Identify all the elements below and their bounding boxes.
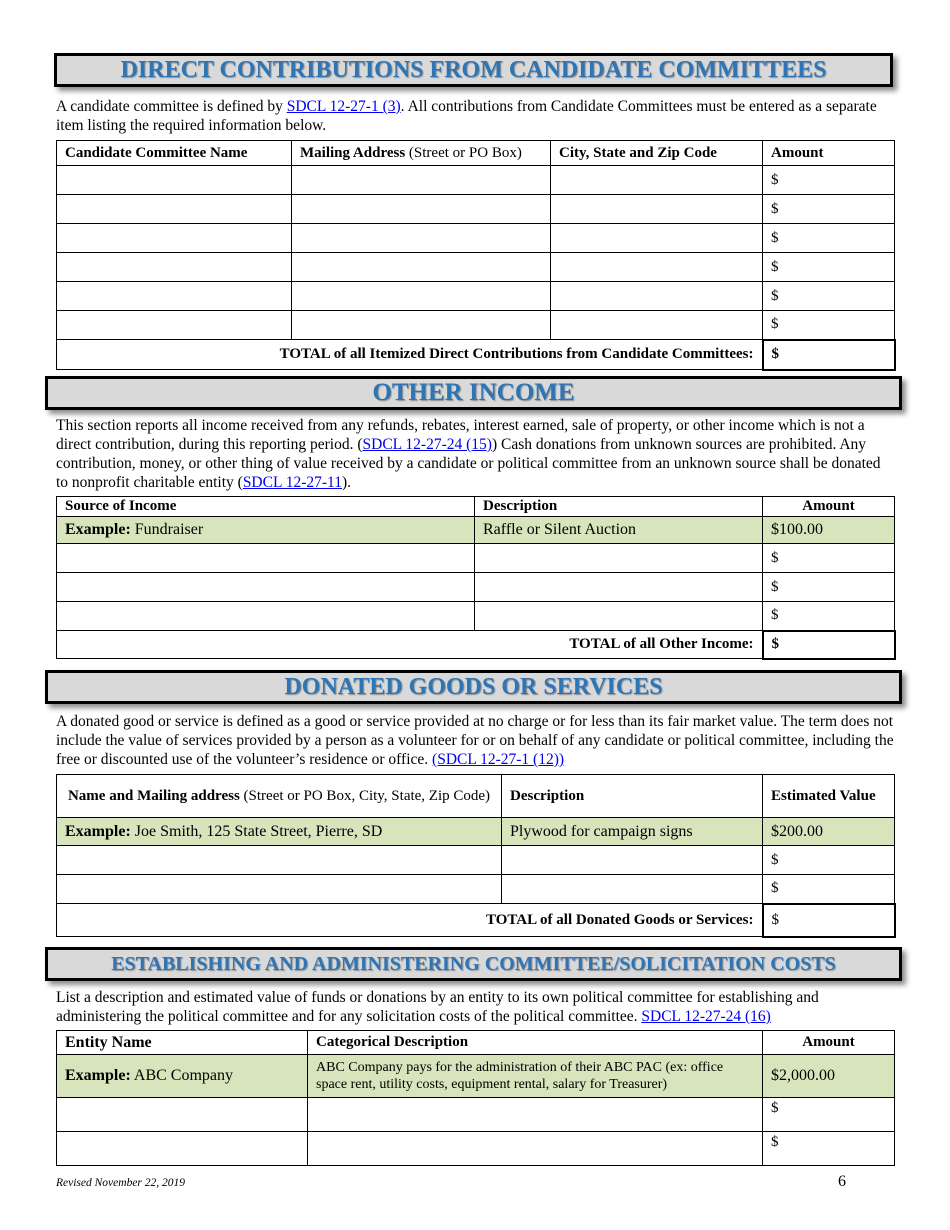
- amount-cell[interactable]: $: [763, 573, 895, 602]
- revised-date: Revised November 22, 2019: [56, 1177, 186, 1189]
- description-cell[interactable]: [475, 544, 763, 573]
- col-source-of-income: Source of Income: [57, 497, 475, 517]
- col-amount: Amount: [763, 497, 895, 517]
- amount-cell[interactable]: $: [763, 166, 895, 195]
- donated-goods-table: [56, 774, 896, 938]
- amount-cell[interactable]: $: [763, 224, 895, 253]
- address-cell[interactable]: [292, 224, 551, 253]
- table-header-row: [57, 775, 895, 818]
- name-cell[interactable]: [57, 253, 292, 282]
- candidate-committee-table: [56, 140, 896, 371]
- city-cell[interactable]: [551, 166, 763, 195]
- example-amount-cell: $100.00: [763, 517, 895, 544]
- establishing-costs-banner: [45, 947, 902, 981]
- total-label: TOTAL of all Itemized Direct Contributions from Candidate Committees:: [57, 340, 763, 370]
- sdcl-12-27-1-3-link[interactable]: SDCL 12-27-1 (3): [286, 98, 401, 115]
- table-header-row: [57, 497, 895, 517]
- city-cell[interactable]: [551, 195, 763, 224]
- entity-cell[interactable]: [57, 1098, 308, 1132]
- example-description-cell: ABC Company pays for the administration of their ABC PAC (ex: office space rent, utility costs, equipment rental, salary for Treasurer): [308, 1055, 763, 1098]
- amount-cell[interactable]: $: [763, 311, 895, 340]
- sdcl-12-27-11-link[interactable]: SDCL 12-27-11: [242, 474, 342, 491]
- address-cell[interactable]: [292, 195, 551, 224]
- table-row: [57, 311, 895, 340]
- page-number: 6: [838, 1173, 846, 1190]
- amount-cell[interactable]: $: [763, 282, 895, 311]
- address-cell[interactable]: [292, 282, 551, 311]
- name-cell[interactable]: [57, 195, 292, 224]
- amount-cell[interactable]: $: [763, 544, 895, 573]
- example-row: [57, 517, 895, 544]
- name-cell[interactable]: [57, 224, 292, 253]
- col-estimated-value: Estimated Value: [763, 775, 895, 818]
- table-row: [57, 875, 895, 904]
- amount-cell[interactable]: $: [763, 195, 895, 224]
- description-cell[interactable]: [475, 573, 763, 602]
- address-cell[interactable]: [292, 166, 551, 195]
- example-name-cell: Example: Joe Smith, 125 State Street, Pierre, SD: [57, 818, 502, 846]
- col-entity-name: Entity Name: [57, 1031, 308, 1055]
- table-row: [57, 195, 895, 224]
- name-cell[interactable]: [57, 311, 292, 340]
- city-cell[interactable]: [551, 253, 763, 282]
- source-cell[interactable]: [57, 544, 475, 573]
- total-label: TOTAL of all Other Income:: [57, 631, 763, 659]
- table-header-row: [57, 141, 895, 166]
- establishing-costs-table: [56, 1030, 895, 1166]
- col-amount: Amount: [763, 1031, 895, 1055]
- table-row: [57, 282, 895, 311]
- col-categorical-description: Categorical Description: [308, 1031, 763, 1055]
- table-row: [57, 1098, 895, 1132]
- total-row: [57, 340, 895, 370]
- value-cell[interactable]: $: [763, 875, 895, 904]
- other-income-banner: [45, 376, 902, 410]
- amount-cell[interactable]: $: [763, 253, 895, 282]
- example-value-cell: $200.00: [763, 818, 895, 846]
- col-candidate-committee-name: Candidate Committee Name: [57, 141, 292, 166]
- table-row: [57, 253, 895, 282]
- total-label: TOTAL of all Donated Goods or Services:: [57, 904, 763, 937]
- col-description: Description: [502, 775, 763, 818]
- establishing-costs-intro: List a description and estimated value of funds or donations by an entity to its own political committee for establishing and administering the political committee and for any solicitation costs of the political committee. SDCL 12-27-24 (16): [56, 989, 819, 1025]
- source-cell[interactable]: [57, 602, 475, 631]
- donated-goods-intro: A donated good or service is defined as a good or service provided at no charge or for less than its fair market value. The term does not include the value of services provided by a person as a volunteer for or on behalf of any candidate or political committee, including the free or discounted use of the volunteer’s residence or office. (SDCL 12-27-1 (12)): [56, 713, 894, 768]
- other-income-intro: This section reports all income received from any refunds, rebates, interest earned, sale of property, or other income which is not a direct contribution, during this reporting period. (SDCL 12-27-24 (15)) Cash donations from unknown sources are prohibited. Any contribution, money, or other thing of value received by a candidate or political committee from an unknown source shall be donated to nonprofit charitable entity (SDCL 12-27-11).: [56, 417, 881, 491]
- donated-goods-title: DONATED GOODS OR SERVICES: [284, 674, 663, 700]
- description-cell[interactable]: [502, 846, 763, 875]
- description-cell[interactable]: [308, 1098, 763, 1132]
- entity-cell[interactable]: [57, 1132, 308, 1166]
- total-amount-cell[interactable]: $: [763, 631, 895, 659]
- sdcl-12-27-1-12-link[interactable]: (SDCL 12-27-1 (12)): [432, 751, 565, 768]
- direct-contributions-banner: [54, 53, 893, 87]
- table-row: [57, 544, 895, 573]
- table-row: [57, 224, 895, 253]
- city-cell[interactable]: [551, 224, 763, 253]
- other-income-table: [56, 496, 896, 660]
- value-cell[interactable]: $: [763, 846, 895, 875]
- total-row: [57, 904, 895, 937]
- table-row: [57, 573, 895, 602]
- table-row: [57, 1132, 895, 1166]
- establishing-costs-title: ESTABLISHING AND ADMINISTERING COMMITTEE/SOLICITATION COSTS: [111, 953, 836, 975]
- sdcl-12-27-24-15-link[interactable]: SDCL 12-27-24 (15): [362, 436, 492, 453]
- name-cell[interactable]: [57, 846, 502, 875]
- table-row: [57, 846, 895, 875]
- description-cell[interactable]: [502, 875, 763, 904]
- name-cell[interactable]: [57, 282, 292, 311]
- address-cell[interactable]: [292, 311, 551, 340]
- description-cell[interactable]: [308, 1132, 763, 1166]
- col-mailing-address: Mailing Address (Street or PO Box): [292, 141, 551, 166]
- amount-cell[interactable]: $: [763, 1098, 895, 1132]
- total-amount-cell[interactable]: $: [763, 904, 895, 937]
- other-income-title: OTHER INCOME: [372, 379, 575, 406]
- name-cell[interactable]: [57, 875, 502, 904]
- direct-contributions-title: DIRECT CONTRIBUTIONS FROM CANDIDATE COMMITTEES: [120, 57, 827, 83]
- city-cell[interactable]: [551, 311, 763, 340]
- name-cell[interactable]: [57, 166, 292, 195]
- example-amount-cell: $2,000.00: [763, 1055, 895, 1098]
- col-amount: Amount: [763, 141, 895, 166]
- col-name-mailing-address: Name and Mailing address (Street or PO Box, City, State, Zip Code): [57, 775, 502, 818]
- city-cell[interactable]: [551, 282, 763, 311]
- example-description-cell: Raffle or Silent Auction: [475, 517, 763, 544]
- example-entity-cell: Example: ABC Company: [57, 1055, 308, 1098]
- example-description-cell: Plywood for campaign signs: [502, 818, 763, 846]
- col-description: Description: [475, 497, 763, 517]
- col-city-state-zip: City, State and Zip Code: [551, 141, 763, 166]
- example-row: [57, 818, 895, 846]
- table-header-row: [57, 1031, 895, 1055]
- example-row: [57, 1055, 895, 1098]
- amount-cell[interactable]: $: [763, 1132, 895, 1166]
- table-row: [57, 602, 895, 631]
- description-cell[interactable]: [475, 602, 763, 631]
- example-source-cell: Example: Fundraiser: [57, 517, 475, 544]
- table-row: [57, 166, 895, 195]
- sdcl-12-27-24-16-link[interactable]: SDCL 12-27-24 (16): [641, 1008, 771, 1025]
- amount-cell[interactable]: $: [763, 602, 895, 631]
- direct-contributions-intro: A candidate committee is defined by SDCL 12-27-1 (3). All contributions from Candidate Committees must be entered as a separate item listing the required information below.: [56, 98, 877, 134]
- source-cell[interactable]: [57, 573, 475, 602]
- total-row: [57, 631, 895, 659]
- donated-goods-banner: [45, 670, 902, 704]
- total-amount-cell[interactable]: $: [763, 340, 895, 370]
- address-cell[interactable]: [292, 253, 551, 282]
